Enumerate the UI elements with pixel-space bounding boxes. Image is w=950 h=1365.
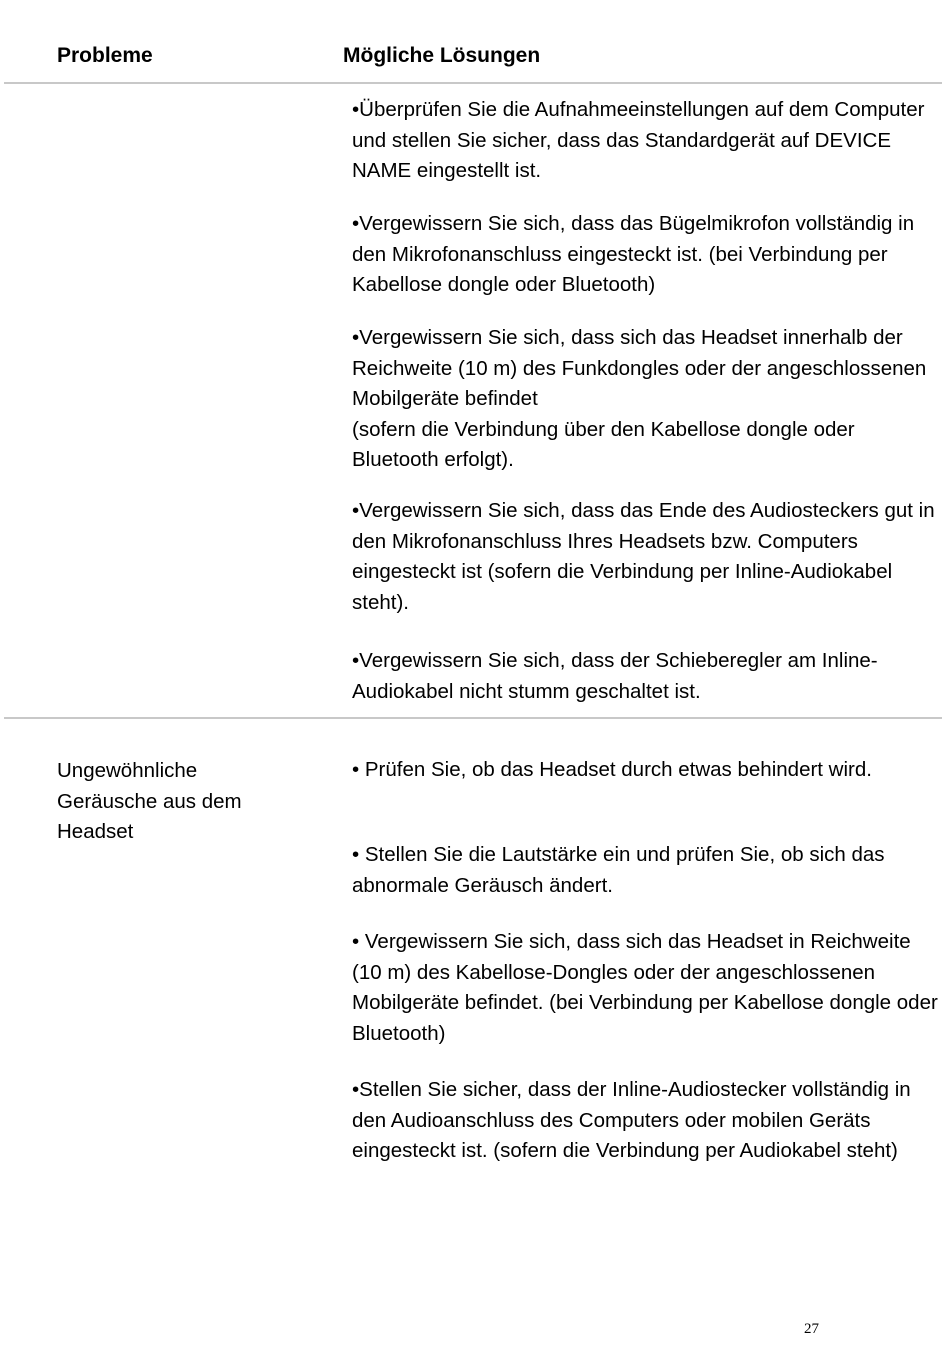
solution-item: •Vergewissern Sie sich, dass das Ende des Audiosteckers gut in den Mikrofonanschluss Ihres Headsets bzw. Computers eingesteckt ist (sofern die Verbindung per Inline-Audiokabel steht). [352,499,935,614]
column-header-solutions: Mögliche Lösungen [343,44,541,67]
solution-item: • Prüfen Sie, ob das Headset durch etwas behindert wird. [352,758,872,781]
solution-item: •Überprüfen Sie die Aufnahmeeinstellungen auf dem Computer und stellen Sie sicher, dass das Standardgerät auf DEVICE NAME eingestellt ist. [352,98,925,182]
solution-item: •Vergewissern Sie sich, dass das Bügelmikrofon vollständig in den Mikrofonanschluss eingesteckt ist. (bei Verbindung per Kabellose dongle oder Bluetooth) [352,212,915,296]
header-divider [4,82,942,84]
solution-item: • Vergewissern Sie sich, dass sich das Headset in Reichweite (10 m) des Kabellose-Dongles oder der angeschlossenen Mobilgeräte befindet. (bei Verbindung per Kabellose dongle oder Bluetooth) [352,930,938,1045]
page-number: 27 [804,1321,819,1337]
solution-item: •Vergewissern Sie sich, dass der Schieberegler am Inline-Audiokabel nicht stumm geschaltet ist. [352,649,878,703]
solution-item: • Stellen Sie die Lautstärke ein und prüfen Sie, ob sich das abnormale Geräusch ändert. [352,843,885,897]
solution-item: •Stellen Sie sicher, dass der Inline-Audiostecker vollständig in den Audioanschluss des Computers oder mobilen Geräts eingesteckt ist. (sofern die Verbindung per Audiokabel steht) [352,1078,911,1162]
problem-label: Ungewöhnliche Geräusche aus dem Headset [57,759,242,843]
row-divider [4,717,942,719]
column-header-problems: Probleme [57,44,153,67]
solution-item: •Vergewissern Sie sich, dass sich das Headset innerhalb der Reichweite (10 m) des Funkdongles oder der angeschlossenen Mobilgeräte befindet (sofern die Verbindung über den Kabellose dongle oder Bluetooth erfolgt). [352,326,927,471]
